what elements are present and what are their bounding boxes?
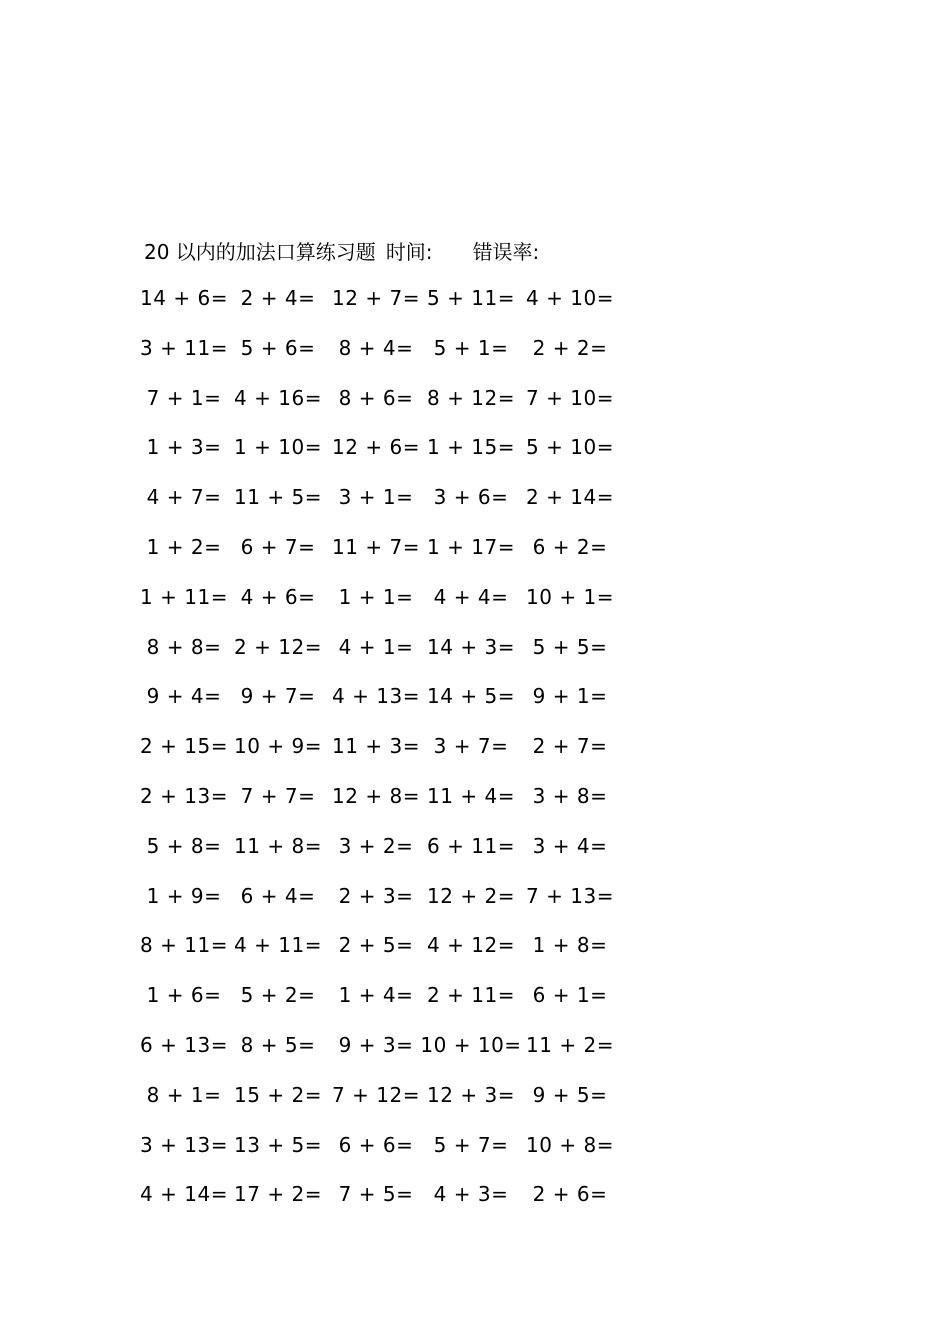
addition-problem: 9 + 3=: [338, 1033, 414, 1057]
addition-problem: 3 + 2=: [338, 833, 414, 858]
addition-problem: 11 + 3=: [332, 734, 420, 759]
addition-problem: 5 + 1=: [433, 335, 509, 360]
worksheet-title: 20 以内的加法口算练习题: [144, 240, 376, 264]
addition-problem: 2 + 14=: [526, 485, 614, 510]
addition-problem: 6 + 13=: [140, 1033, 228, 1057]
addition-problem: 11 + 2=: [526, 1033, 614, 1057]
addition-problem: 3 + 7=: [433, 734, 509, 759]
addition-problem: 11 + 5=: [234, 485, 322, 510]
addition-problem: 5 + 2=: [240, 983, 316, 1008]
addition-problem: 1 + 3=: [146, 435, 222, 460]
addition-problem: 11 + 4=: [427, 784, 515, 808]
addition-problem: 7 + 13=: [526, 883, 614, 908]
addition-problem: 2 + 6=: [532, 1182, 608, 1207]
addition-problem: 4 + 16=: [234, 385, 322, 410]
addition-problem: 12 + 6=: [332, 435, 420, 460]
addition-problem: 10 + 10=: [420, 1033, 522, 1057]
addition-problem: 4 + 4=: [433, 584, 509, 609]
addition-problem: 15 + 2=: [234, 1082, 322, 1107]
addition-problem: 1 + 6=: [146, 983, 222, 1008]
addition-problem: 6 + 6=: [338, 1132, 414, 1157]
addition-problem: 3 + 1=: [338, 485, 414, 510]
addition-problem: 4 + 7=: [146, 485, 222, 510]
addition-problem: 12 + 8=: [332, 784, 420, 808]
addition-problem: 4 + 11=: [234, 933, 322, 958]
addition-problem: 8 + 5=: [240, 1033, 316, 1057]
addition-problem: 3 + 4=: [532, 833, 608, 858]
addition-problem: 9 + 4=: [146, 684, 222, 709]
addition-problem: 1 + 11=: [140, 584, 228, 609]
addition-problem: 2 + 12=: [234, 634, 322, 659]
addition-problem: 12 + 3=: [427, 1082, 515, 1107]
addition-problem: 9 + 5=: [532, 1082, 608, 1107]
worksheet-header: [144, 236, 539, 265]
addition-problem: 11 + 8=: [234, 833, 322, 858]
addition-problem: 14 + 3=: [427, 634, 515, 659]
addition-problem: 8 + 6=: [338, 385, 414, 410]
addition-problem: 17 + 2=: [234, 1182, 322, 1207]
addition-problem: 4 + 13=: [332, 684, 420, 709]
addition-problem: 1 + 17=: [427, 535, 515, 559]
addition-problem: 6 + 11=: [427, 833, 515, 858]
addition-problem: 3 + 13=: [140, 1132, 228, 1157]
addition-problem: 5 + 6=: [240, 335, 316, 360]
addition-problem: 4 + 3=: [433, 1182, 509, 1207]
addition-problem: 2 + 4=: [240, 286, 316, 310]
addition-problem: 4 + 6=: [240, 584, 316, 609]
error-rate-label: 错误率:: [472, 240, 540, 264]
addition-problem: 14 + 5=: [427, 684, 515, 709]
addition-problem: 4 + 1=: [338, 634, 414, 659]
addition-problem: 7 + 7=: [240, 784, 316, 808]
addition-problem: 10 + 9=: [234, 734, 322, 759]
addition-problem: 2 + 3=: [338, 883, 414, 908]
addition-problem: 4 + 14=: [140, 1182, 228, 1207]
addition-problem: 1 + 8=: [532, 933, 608, 958]
addition-problem: 5 + 5=: [532, 634, 608, 659]
addition-problem: 2 + 2=: [532, 335, 608, 360]
addition-problem: 12 + 7=: [332, 286, 420, 310]
addition-problem: 8 + 8=: [146, 634, 222, 659]
addition-problem: 5 + 7=: [433, 1132, 509, 1157]
addition-problem: 1 + 1=: [338, 584, 414, 609]
addition-problem: 8 + 11=: [140, 933, 228, 958]
addition-problem: 9 + 1=: [532, 684, 608, 709]
addition-problem: 10 + 8=: [526, 1132, 614, 1157]
addition-problem: 5 + 8=: [146, 833, 222, 858]
addition-problem: 3 + 6=: [433, 485, 509, 510]
addition-problem: 7 + 10=: [526, 385, 614, 410]
addition-problem: 10 + 1=: [526, 584, 614, 609]
addition-problem: 6 + 1=: [532, 983, 608, 1008]
addition-problem: 7 + 1=: [146, 385, 222, 410]
time-label: 时间:: [385, 240, 433, 264]
addition-problem: 6 + 2=: [532, 535, 608, 559]
addition-problem: 8 + 1=: [146, 1082, 222, 1107]
addition-problem: 1 + 2=: [146, 535, 222, 559]
addition-problem: 5 + 10=: [526, 435, 614, 460]
addition-problem: 6 + 7=: [240, 535, 316, 559]
addition-problem: 6 + 4=: [240, 883, 316, 908]
addition-problem: 2 + 15=: [140, 734, 228, 759]
addition-problem: 2 + 11=: [427, 983, 515, 1008]
addition-problem: 1 + 15=: [427, 435, 515, 460]
addition-problem: 8 + 12=: [427, 385, 515, 410]
addition-problem: 13 + 5=: [234, 1132, 322, 1157]
addition-problem: 2 + 5=: [338, 933, 414, 958]
addition-problem: 4 + 10=: [526, 286, 614, 310]
addition-problem: 1 + 4=: [338, 983, 414, 1008]
addition-problem: 9 + 7=: [240, 684, 316, 709]
addition-problem: 2 + 13=: [140, 784, 228, 808]
addition-problem: 5 + 11=: [427, 286, 515, 310]
addition-problem: 14 + 6=: [140, 286, 228, 310]
addition-problem: 3 + 11=: [140, 335, 228, 360]
addition-problem: 3 + 8=: [532, 784, 608, 808]
addition-problem: 2 + 7=: [532, 734, 608, 759]
addition-problem: 1 + 9=: [146, 883, 222, 908]
addition-problem: 11 + 7=: [332, 535, 420, 559]
addition-problem: 1 + 10=: [234, 435, 322, 460]
addition-problem: 8 + 4=: [338, 335, 414, 360]
addition-problem: 12 + 2=: [427, 883, 515, 908]
addition-problem: 4 + 12=: [427, 933, 515, 958]
addition-problem: 7 + 5=: [338, 1182, 414, 1207]
addition-problem: 7 + 12=: [332, 1082, 420, 1107]
